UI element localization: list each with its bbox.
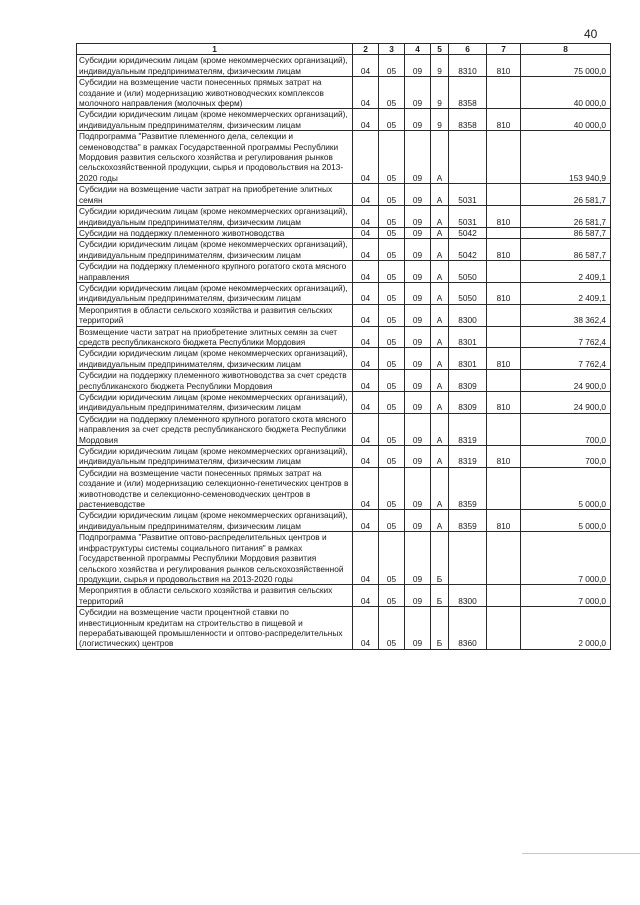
table-row [77, 510, 611, 532]
item-name-cell: Субсидии на возмещение части понесенных прямых затрат на создание и (или) модернизацию селекционно-генетических центров в животноводстве и селекционно-семеноводческих центров в растениеводстве [77, 467, 353, 510]
code-section-cell: 05 [379, 607, 405, 650]
item-name-cell: Подпрограмма "Развитие племенного дела, селекции и семеноводства" в рамках Государственной программы Республики Мордовия развития сельского хозяйства и регулирования рынков сельскохозяйственной продукции, сырья и продовольствия на 2013-2020 годы [77, 131, 353, 184]
code-ministry-cell: 04 [353, 370, 379, 392]
item-name-cell: Мероприятия в области сельского хозяйства и развития сельских территорий [77, 304, 353, 326]
code-subsection-cell: 09 [405, 392, 431, 414]
code-expense-type-cell [487, 326, 521, 348]
amount-cell: 7 762,4 [521, 348, 611, 370]
code-section-cell: 05 [379, 261, 405, 283]
code-article-cell: 8358 [449, 77, 487, 109]
code-section-cell: 05 [379, 348, 405, 370]
code-expense-type-cell [487, 413, 521, 445]
item-name-cell: Субсидии на возмещение части процентной ставки по инвестиционным кредитам на строительство в пищевой и перерабатывающей промышленности и оптово-распределительных (логистических) центров [77, 607, 353, 650]
code-expense-type-cell: 810 [487, 282, 521, 304]
table-row [77, 77, 611, 109]
code-ministry-cell: 04 [353, 413, 379, 445]
table-row [77, 282, 611, 304]
amount-cell: 700,0 [521, 446, 611, 468]
code-article-cell: 8300 [449, 585, 487, 607]
code-expense-type-cell: 810 [487, 510, 521, 532]
code-program-cell: Б [431, 585, 449, 607]
code-ministry-cell: 04 [353, 55, 379, 77]
code-program-cell: А [431, 131, 449, 184]
code-ministry-cell: 04 [353, 206, 379, 228]
amount-cell: 24 900,0 [521, 370, 611, 392]
code-article-cell [449, 131, 487, 184]
amount-cell: 2 409,1 [521, 282, 611, 304]
code-article-cell: 8358 [449, 109, 487, 131]
code-expense-type-cell [487, 467, 521, 510]
code-subsection-cell: 09 [405, 131, 431, 184]
code-program-cell: 9 [431, 77, 449, 109]
code-article-cell: 8359 [449, 510, 487, 532]
code-expense-type-cell: 810 [487, 239, 521, 261]
code-program-cell: А [431, 282, 449, 304]
code-program-cell: 9 [431, 55, 449, 77]
code-ministry-cell: 04 [353, 585, 379, 607]
code-subsection-cell: 09 [405, 109, 431, 131]
code-ministry-cell: 04 [353, 348, 379, 370]
table-row [77, 413, 611, 445]
code-section-cell: 05 [379, 532, 405, 585]
code-program-cell: А [431, 184, 449, 206]
code-expense-type-cell: 810 [487, 348, 521, 370]
item-name-cell: Субсидии юридическим лицам (кроме некоммерческих организаций), индивидуальным предпринимателям, физическим лицам [77, 206, 353, 228]
code-program-cell: А [431, 392, 449, 414]
amount-cell: 38 362,4 [521, 304, 611, 326]
item-name-cell: Субсидии юридическим лицам (кроме некоммерческих организаций), индивидуальным предпринимателям, физическим лицам [77, 55, 353, 77]
table-row [77, 607, 611, 650]
code-subsection-cell: 09 [405, 239, 431, 261]
code-subsection-cell: 09 [405, 348, 431, 370]
code-section-cell: 05 [379, 131, 405, 184]
item-name-cell: Подпрограмма "Развитие оптово-распределительных центров и инфраструктуры системы социального питания" в рамках Государственной программы Республики Мордовия развития сельского хозяйства и регулирования рынков сельскохозяйственной продукции, сырья и продовольствия на 2013-2020 годы [77, 532, 353, 585]
code-article-cell: 5050 [449, 261, 487, 283]
code-program-cell: Б [431, 607, 449, 650]
table-row [77, 184, 611, 206]
code-section-cell: 05 [379, 446, 405, 468]
code-section-cell: 05 [379, 282, 405, 304]
amount-cell: 40 000,0 [521, 77, 611, 109]
code-subsection-cell: 09 [405, 326, 431, 348]
code-article-cell: 5042 [449, 227, 487, 238]
amount-cell: 5 000,0 [521, 510, 611, 532]
code-ministry-cell: 04 [353, 282, 379, 304]
code-program-cell: А [431, 261, 449, 283]
column-header: 5 [431, 44, 449, 55]
amount-cell: 153 940,9 [521, 131, 611, 184]
page-number: 40 [584, 27, 598, 41]
code-ministry-cell: 04 [353, 467, 379, 510]
code-expense-type-cell: 810 [487, 206, 521, 228]
code-subsection-cell: 09 [405, 370, 431, 392]
code-subsection-cell: 09 [405, 184, 431, 206]
code-program-cell: Б [431, 532, 449, 585]
code-expense-type-cell [487, 261, 521, 283]
code-expense-type-cell [487, 370, 521, 392]
table-row [77, 109, 611, 131]
code-article-cell: 8309 [449, 392, 487, 414]
item-name-cell: Субсидии юридическим лицам (кроме некоммерческих организаций), индивидуальным предпринимателям, физическим лицам [77, 510, 353, 532]
code-subsection-cell: 09 [405, 446, 431, 468]
code-section-cell: 05 [379, 304, 405, 326]
table-row [77, 304, 611, 326]
table-row [77, 392, 611, 414]
amount-cell: 86 587,7 [521, 227, 611, 238]
code-section-cell: 05 [379, 227, 405, 238]
table-row [77, 446, 611, 468]
column-header: 8 [521, 44, 611, 55]
code-section-cell: 05 [379, 413, 405, 445]
item-name-cell: Субсидии юридическим лицам (кроме некоммерческих организаций), индивидуальным предпринимателям, физическим лицам [77, 392, 353, 414]
code-article-cell: 8301 [449, 326, 487, 348]
column-header: 6 [449, 44, 487, 55]
header-row [77, 44, 611, 55]
code-section-cell: 05 [379, 510, 405, 532]
amount-cell: 26 581,7 [521, 184, 611, 206]
code-subsection-cell: 09 [405, 55, 431, 77]
item-name-cell: Субсидии на возмещение части затрат на приобретение элитных семян [77, 184, 353, 206]
table-row [77, 348, 611, 370]
table-row [77, 131, 611, 184]
code-expense-type-cell [487, 77, 521, 109]
code-section-cell: 05 [379, 467, 405, 510]
item-name-cell: Субсидии на возмещение части понесенных прямых затрат на создание и (или) модернизацию животноводческих комплексов молочного направления (молочных ферм) [77, 77, 353, 109]
code-section-cell: 05 [379, 184, 405, 206]
code-ministry-cell: 04 [353, 326, 379, 348]
item-name-cell: Субсидии на поддержку племенного животноводства [77, 227, 353, 238]
code-expense-type-cell [487, 585, 521, 607]
code-section-cell: 05 [379, 392, 405, 414]
item-name-cell: Мероприятия в области сельского хозяйства и развития сельских территорий [77, 585, 353, 607]
code-subsection-cell: 09 [405, 413, 431, 445]
code-article-cell: 5042 [449, 239, 487, 261]
code-expense-type-cell [487, 532, 521, 585]
item-name-cell: Субсидии юридическим лицам (кроме некоммерческих организаций), индивидуальным предпринимателям, физическим лицам [77, 109, 353, 131]
code-expense-type-cell: 810 [487, 109, 521, 131]
code-ministry-cell: 04 [353, 239, 379, 261]
code-section-cell: 05 [379, 206, 405, 228]
code-ministry-cell: 04 [353, 227, 379, 238]
amount-cell: 40 000,0 [521, 109, 611, 131]
amount-cell: 75 000,0 [521, 55, 611, 77]
code-subsection-cell: 09 [405, 467, 431, 510]
code-subsection-cell: 09 [405, 510, 431, 532]
code-article-cell: 8360 [449, 607, 487, 650]
code-expense-type-cell: 810 [487, 55, 521, 77]
code-program-cell: 9 [431, 109, 449, 131]
code-ministry-cell: 04 [353, 109, 379, 131]
code-expense-type-cell: 810 [487, 392, 521, 414]
amount-cell: 2 409,1 [521, 261, 611, 283]
amount-cell: 26 581,7 [521, 206, 611, 228]
code-subsection-cell: 09 [405, 261, 431, 283]
item-name-cell: Субсидии юридическим лицам (кроме некоммерческих организаций), индивидуальным предпринимателям, физическим лицам [77, 446, 353, 468]
code-expense-type-cell: 810 [487, 446, 521, 468]
item-name-cell: Субсидии на поддержку племенного животноводства за счет средств республиканского бюджета Республики Мордовия [77, 370, 353, 392]
code-ministry-cell: 04 [353, 446, 379, 468]
code-expense-type-cell [487, 607, 521, 650]
amount-cell: 700,0 [521, 413, 611, 445]
code-program-cell: А [431, 227, 449, 238]
amount-cell: 5 000,0 [521, 467, 611, 510]
table-row [77, 326, 611, 348]
code-program-cell: А [431, 467, 449, 510]
code-ministry-cell: 04 [353, 510, 379, 532]
code-section-cell: 05 [379, 77, 405, 109]
code-section-cell: 05 [379, 585, 405, 607]
code-program-cell: А [431, 239, 449, 261]
code-article-cell: 8359 [449, 467, 487, 510]
code-ministry-cell: 04 [353, 392, 379, 414]
code-subsection-cell: 09 [405, 607, 431, 650]
code-ministry-cell: 04 [353, 607, 379, 650]
code-article-cell: 5031 [449, 184, 487, 206]
code-program-cell: А [431, 446, 449, 468]
code-ministry-cell: 04 [353, 304, 379, 326]
amount-cell: 7 762,4 [521, 326, 611, 348]
table-row [77, 206, 611, 228]
code-ministry-cell: 04 [353, 77, 379, 109]
code-article-cell: 8301 [449, 348, 487, 370]
code-section-cell: 05 [379, 326, 405, 348]
column-header: 4 [405, 44, 431, 55]
code-program-cell: А [431, 510, 449, 532]
code-article-cell: 8310 [449, 55, 487, 77]
table-row [77, 261, 611, 283]
code-program-cell: А [431, 348, 449, 370]
amount-cell: 7 000,0 [521, 532, 611, 585]
code-expense-type-cell [487, 304, 521, 326]
code-program-cell: А [431, 304, 449, 326]
amount-cell: 7 000,0 [521, 585, 611, 607]
code-subsection-cell: 09 [405, 282, 431, 304]
code-section-cell: 05 [379, 55, 405, 77]
code-subsection-cell: 09 [405, 532, 431, 585]
code-subsection-cell: 09 [405, 206, 431, 228]
table-row [77, 370, 611, 392]
item-name-cell: Субсидии юридическим лицам (кроме некоммерческих организаций), индивидуальным предпринимателям, физическим лицам [77, 348, 353, 370]
code-program-cell: А [431, 370, 449, 392]
code-article-cell: 8319 [449, 446, 487, 468]
item-name-cell: Субсидии юридическим лицам (кроме некоммерческих организаций), индивидуальным предпринимателям, физическим лицам [77, 239, 353, 261]
code-expense-type-cell [487, 131, 521, 184]
item-name-cell: Субсидии на поддержку племенного крупного рогатого скота мясного направления [77, 261, 353, 283]
scan-artifact-line [522, 853, 640, 854]
amount-cell: 24 900,0 [521, 392, 611, 414]
code-article-cell [449, 532, 487, 585]
code-section-cell: 05 [379, 109, 405, 131]
table-row [77, 532, 611, 585]
code-subsection-cell: 09 [405, 585, 431, 607]
column-header: 3 [379, 44, 405, 55]
code-program-cell: А [431, 413, 449, 445]
code-ministry-cell: 04 [353, 131, 379, 184]
item-name-cell: Субсидии юридическим лицам (кроме некоммерческих организаций), индивидуальным предпринимателям, физическим лицам [77, 282, 353, 304]
amount-cell: 2 000,0 [521, 607, 611, 650]
table-row [77, 467, 611, 510]
amount-cell: 86 587,7 [521, 239, 611, 261]
code-subsection-cell: 09 [405, 227, 431, 238]
code-article-cell: 8300 [449, 304, 487, 326]
code-article-cell: 5050 [449, 282, 487, 304]
table-row [77, 585, 611, 607]
code-ministry-cell: 04 [353, 532, 379, 585]
code-ministry-cell: 04 [353, 261, 379, 283]
item-name-cell: Возмещение части затрат на приобретение элитных семян за счет средств республиканского бюджета Республики Мордовия [77, 326, 353, 348]
code-article-cell: 8309 [449, 370, 487, 392]
item-name-cell: Субсидии на поддержку племенного крупного рогатого скота мясного направления за счет средств республиканского бюджета Республики Мордовия [77, 413, 353, 445]
column-header: 1 [77, 44, 353, 55]
table-row [77, 239, 611, 261]
column-header: 7 [487, 44, 521, 55]
code-article-cell: 8319 [449, 413, 487, 445]
budget-table [76, 43, 611, 650]
table-row [77, 55, 611, 77]
code-program-cell: А [431, 206, 449, 228]
code-article-cell: 5031 [449, 206, 487, 228]
column-header: 2 [353, 44, 379, 55]
code-expense-type-cell [487, 227, 521, 238]
code-program-cell: А [431, 326, 449, 348]
table-row [77, 227, 611, 238]
code-subsection-cell: 09 [405, 304, 431, 326]
code-section-cell: 05 [379, 370, 405, 392]
code-ministry-cell: 04 [353, 184, 379, 206]
code-section-cell: 05 [379, 239, 405, 261]
code-expense-type-cell [487, 184, 521, 206]
code-subsection-cell: 09 [405, 77, 431, 109]
